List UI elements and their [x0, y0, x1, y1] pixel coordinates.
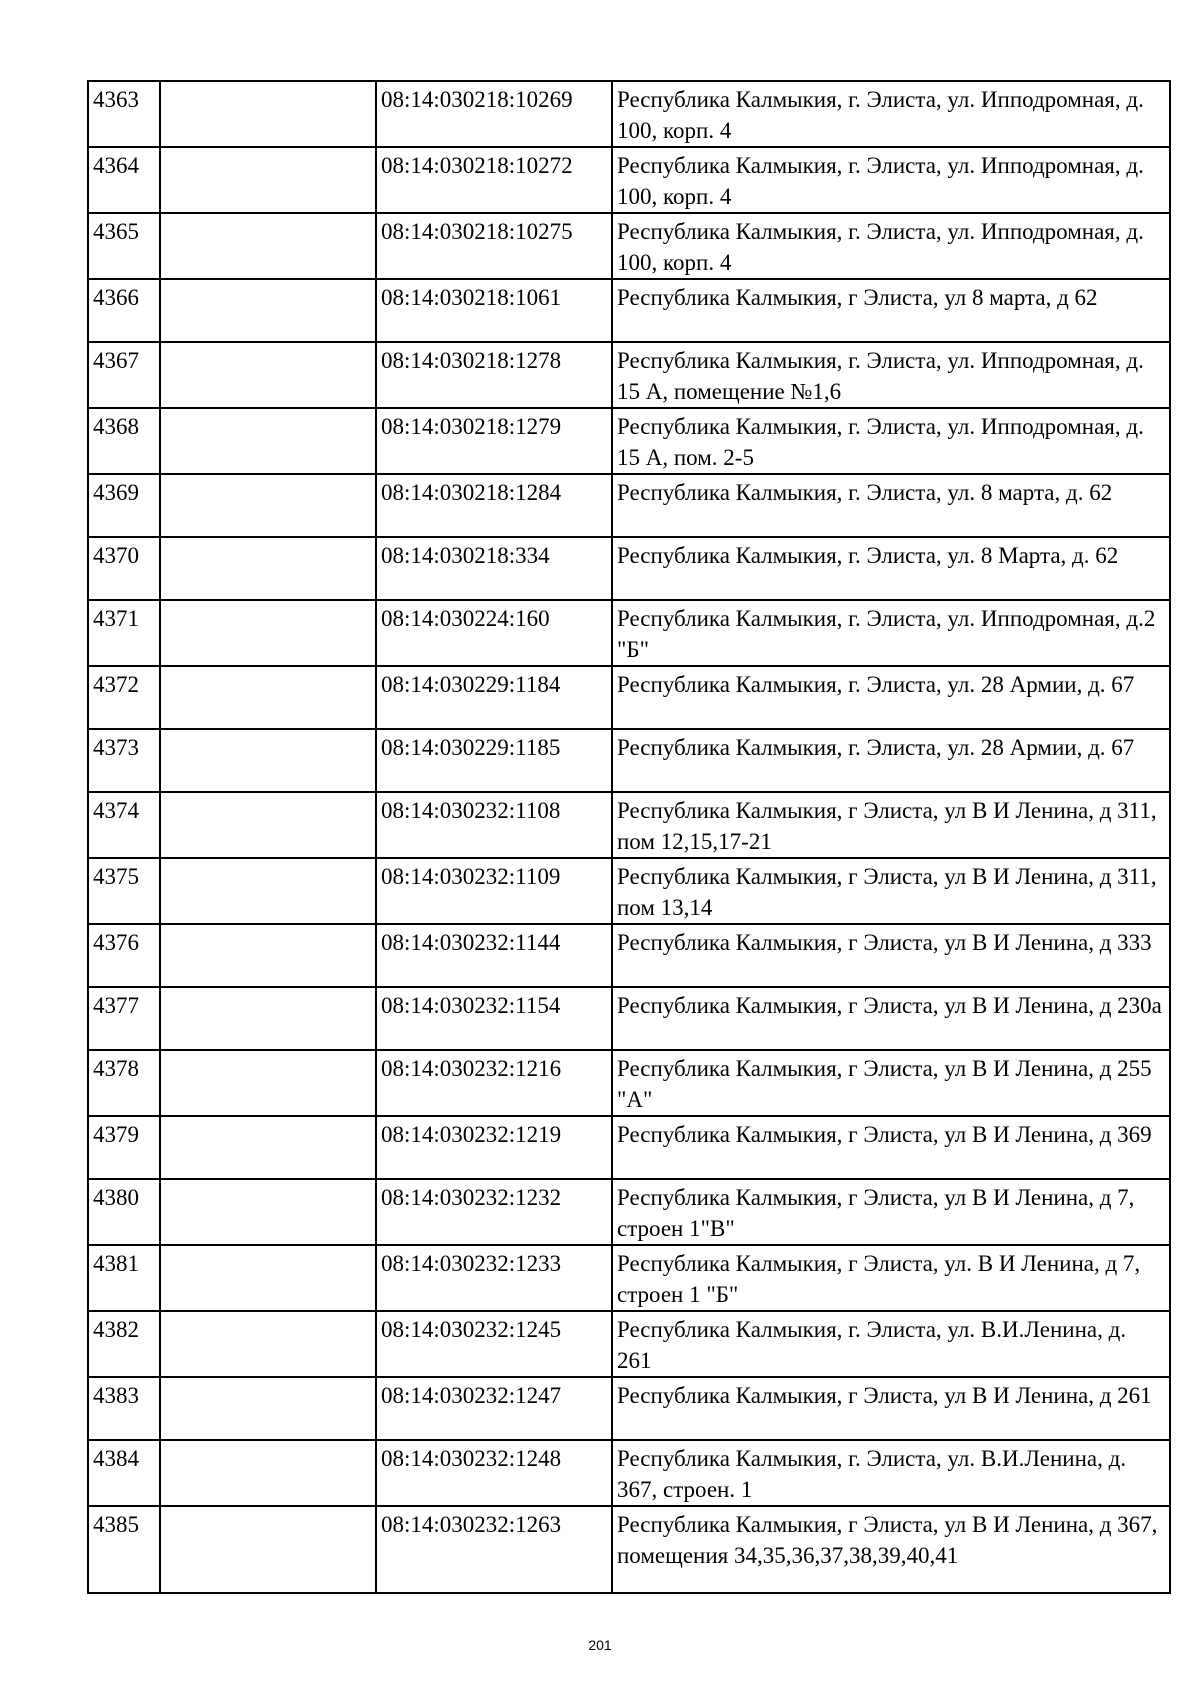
table-row: [88, 858, 1170, 924]
row-number-cell: 4367: [88, 342, 160, 408]
row-number-cell: 4377: [88, 987, 160, 1050]
property-table: [87, 80, 1171, 1594]
address-cell: Республика Калмыкия, г Элиста, ул. В И Ленина, д 7, строен 1 "Б": [612, 1245, 1170, 1311]
row-number-cell: 4364: [88, 147, 160, 213]
table-row: [88, 1311, 1170, 1377]
object-name-cell: [160, 1440, 376, 1506]
cadastral-number-cell: 08:14:030232:1216: [376, 1050, 612, 1116]
row-number-cell: 4370: [88, 537, 160, 600]
cadastral-number-cell: 08:14:030232:1108: [376, 792, 612, 858]
object-name-cell: [160, 342, 376, 408]
object-name-cell: [160, 1506, 376, 1593]
table-row: [88, 81, 1170, 147]
cadastral-number-cell: 08:14:030218:1061: [376, 279, 612, 342]
object-name-cell: [160, 1245, 376, 1311]
table-row: [88, 1377, 1170, 1440]
cadastral-number-cell: 08:14:030224:160: [376, 600, 612, 666]
table-row: [88, 987, 1170, 1050]
address-cell: Республика Калмыкия, г Элиста, ул В И Ленина, д 255 "А": [612, 1050, 1170, 1116]
address-cell: Республика Калмыкия, г. Элиста, ул. В.И.Ленина, д. 261: [612, 1311, 1170, 1377]
object-name-cell: [160, 1377, 376, 1440]
object-name-cell: [160, 537, 376, 600]
row-number-cell: 4376: [88, 924, 160, 987]
row-number-cell: 4371: [88, 600, 160, 666]
row-number-cell: 4379: [88, 1116, 160, 1179]
table-row: [88, 213, 1170, 279]
row-number-cell: 4384: [88, 1440, 160, 1506]
cadastral-number-cell: 08:14:030232:1109: [376, 858, 612, 924]
address-cell: Республика Калмыкия, г. Элиста, ул. В.И.Ленина, д. 367, строен. 1: [612, 1440, 1170, 1506]
table-row: [88, 924, 1170, 987]
cadastral-number-cell: 08:14:030232:1232: [376, 1179, 612, 1245]
object-name-cell: [160, 924, 376, 987]
address-cell: Республика Калмыкия, г Элиста, ул В И Ленина, д 333: [612, 924, 1170, 987]
table-row: [88, 1245, 1170, 1311]
cadastral-number-cell: 08:14:030232:1247: [376, 1377, 612, 1440]
address-cell: Республика Калмыкия, г. Элиста, ул. Ипподромная, д. 100, корп. 4: [612, 147, 1170, 213]
table-row: [88, 537, 1170, 600]
table-row: [88, 474, 1170, 537]
table-row: [88, 147, 1170, 213]
table-row: [88, 666, 1170, 729]
table-row: [88, 792, 1170, 858]
object-name-cell: [160, 213, 376, 279]
cadastral-number-cell: 08:14:030218:1284: [376, 474, 612, 537]
cadastral-number-cell: 08:14:030218:10269: [376, 81, 612, 147]
object-name-cell: [160, 1116, 376, 1179]
cadastral-number-cell: 08:14:030232:1144: [376, 924, 612, 987]
object-name-cell: [160, 858, 376, 924]
row-number-cell: 4373: [88, 729, 160, 792]
address-cell: Республика Калмыкия, г. Элиста, ул. Ипподромная, д. 100, корп. 4: [612, 81, 1170, 147]
table-row: [88, 342, 1170, 408]
address-cell: Республика Калмыкия, г. Элиста, ул. Ипподромная, д.2 "Б": [612, 600, 1170, 666]
cadastral-number-cell: 08:14:030218:334: [376, 537, 612, 600]
row-number-cell: 4383: [88, 1377, 160, 1440]
address-cell: Республика Калмыкия, г. Элиста, ул. 28 Армии, д. 67: [612, 729, 1170, 792]
object-name-cell: [160, 147, 376, 213]
table-row: [88, 1050, 1170, 1116]
object-name-cell: [160, 1050, 376, 1116]
cadastral-number-cell: 08:14:030232:1233: [376, 1245, 612, 1311]
property-table-body: [88, 81, 1170, 1593]
cadastral-number-cell: 08:14:030232:1245: [376, 1311, 612, 1377]
row-number-cell: 4382: [88, 1311, 160, 1377]
address-cell: Республика Калмыкия, г Элиста, ул 8 марта, д 62: [612, 279, 1170, 342]
object-name-cell: [160, 729, 376, 792]
address-cell: Республика Калмыкия, г. Элиста, ул. Ипподромная, д. 15 А, пом. 2-5: [612, 408, 1170, 474]
page-number: 201: [588, 1637, 612, 1653]
table-row: [88, 408, 1170, 474]
object-name-cell: [160, 279, 376, 342]
cadastral-number-cell: 08:14:030218:10272: [376, 147, 612, 213]
table-row: [88, 729, 1170, 792]
table-row: [88, 279, 1170, 342]
object-name-cell: [160, 1311, 376, 1377]
address-cell: Республика Калмыкия, г Элиста, ул В И Ленина, д 7, строен 1"В": [612, 1179, 1170, 1245]
table-row: [88, 600, 1170, 666]
address-cell: Республика Калмыкия, г Элиста, ул В И Ленина, д 230а: [612, 987, 1170, 1050]
object-name-cell: [160, 1179, 376, 1245]
row-number-cell: 4365: [88, 213, 160, 279]
row-number-cell: 4374: [88, 792, 160, 858]
cadastral-number-cell: 08:14:030229:1184: [376, 666, 612, 729]
object-name-cell: [160, 987, 376, 1050]
address-cell: Республика Калмыкия, г Элиста, ул В И Ленина, д 261: [612, 1377, 1170, 1440]
cadastral-number-cell: 08:14:030218:10275: [376, 213, 612, 279]
table-row: [88, 1440, 1170, 1506]
object-name-cell: [160, 81, 376, 147]
address-cell: Республика Калмыкия, г. Элиста, ул. Ипподромная, д. 100, корп. 4: [612, 213, 1170, 279]
object-name-cell: [160, 666, 376, 729]
address-cell: Республика Калмыкия, г. Элиста, ул. 28 Армии, д. 67: [612, 666, 1170, 729]
object-name-cell: [160, 408, 376, 474]
cadastral-number-cell: 08:14:030232:1263: [376, 1506, 612, 1593]
row-number-cell: 4366: [88, 279, 160, 342]
row-number-cell: 4369: [88, 474, 160, 537]
row-number-cell: 4380: [88, 1179, 160, 1245]
row-number-cell: 4372: [88, 666, 160, 729]
object-name-cell: [160, 474, 376, 537]
address-cell: Республика Калмыкия, г. Элиста, ул. Ипподромная, д. 15 А, помещение №1,6: [612, 342, 1170, 408]
row-number-cell: 4385: [88, 1506, 160, 1593]
address-cell: Республика Калмыкия, г Элиста, ул В И Ленина, д 367, помещения 34,35,36,37,38,39,40,41: [612, 1506, 1170, 1593]
cadastral-number-cell: 08:14:030232:1248: [376, 1440, 612, 1506]
cadastral-number-cell: 08:14:030229:1185: [376, 729, 612, 792]
table-row: [88, 1179, 1170, 1245]
table-row: [88, 1506, 1170, 1593]
cadastral-number-cell: 08:14:030218:1278: [376, 342, 612, 408]
row-number-cell: 4375: [88, 858, 160, 924]
object-name-cell: [160, 600, 376, 666]
cadastral-number-cell: 08:14:030232:1154: [376, 987, 612, 1050]
address-cell: Республика Калмыкия, г Элиста, ул В И Ленина, д 311, пом 13,14: [612, 858, 1170, 924]
row-number-cell: 4368: [88, 408, 160, 474]
address-cell: Республика Калмыкия, г. Элиста, ул. 8 марта, д. 62: [612, 474, 1170, 537]
row-number-cell: 4381: [88, 1245, 160, 1311]
address-cell: Республика Калмыкия, г. Элиста, ул. 8 Марта, д. 62: [612, 537, 1170, 600]
address-cell: Республика Калмыкия, г Элиста, ул В И Ленина, д 311, пом 12,15,17-21: [612, 792, 1170, 858]
row-number-cell: 4363: [88, 81, 160, 147]
table-row: [88, 1116, 1170, 1179]
address-cell: Республика Калмыкия, г Элиста, ул В И Ленина, д 369: [612, 1116, 1170, 1179]
row-number-cell: 4378: [88, 1050, 160, 1116]
object-name-cell: [160, 792, 376, 858]
cadastral-number-cell: 08:14:030232:1219: [376, 1116, 612, 1179]
cadastral-number-cell: 08:14:030218:1279: [376, 408, 612, 474]
